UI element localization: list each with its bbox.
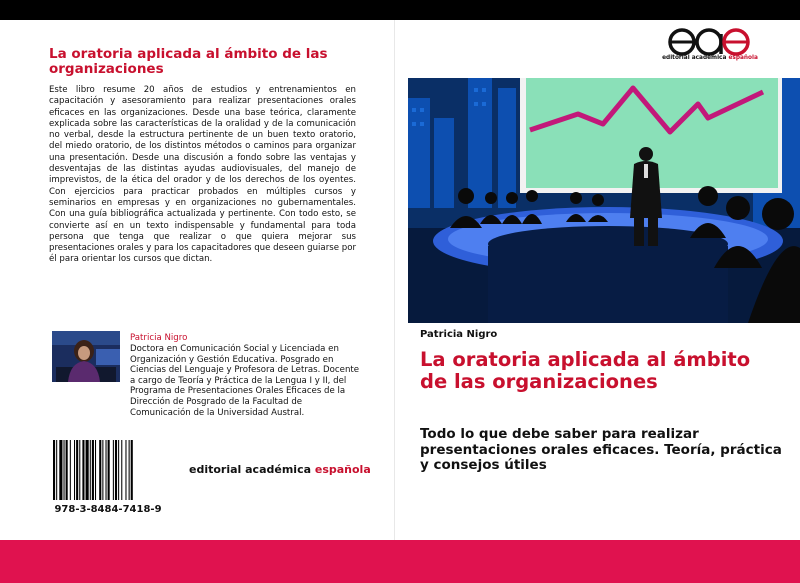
- logo-text-accent: española: [728, 55, 758, 61]
- back-publisher-main: editorial académica: [189, 463, 315, 476]
- back-cover-description: Este libro resume 20 años de estudios y entrenamientos en capacitación y asesoramiento para realizar presentaciones orales eficaces en las organizaciones. Desde una base teórica, claramente explicada sobre las características de la oralidad y de la comunicación no verbal, desde la estructura pertinente de un buen texto oratorio, del miedo oratorio, de los distintos métodos o caminos para organizar una presentación. Desde una discusión a fondo sobre las ventajas y desventajas de las distintas ayudas audiovisuales, del manejo de imprevistos, de la ética del orador y de los derechos de los oyentes. Con ejercicios para practicar probados en múltiples cursos y seminarios en empresas y en organizaciones no gubernamentales. Con una guía bibliográfica actualizada y pertinente. Con todo esto, se convierte así en un texto indispensable y fundamental para toda persona que tenga que realizar o que quiera mejorar sus presentaciones orales y para los capacitadores que deseen guiarse por él para orientar los cursos que dictan.: [49, 85, 356, 265]
- spine-divider: [394, 20, 395, 540]
- back-cover-title: La oratoria aplicada al ámbito de las organizaciones: [49, 46, 328, 77]
- author-bio: Doctora en Comunicación Social y Licenciada en Organización y Gestión Educativa. Posgrado en Ciencias del Lenguaje y Profesora de Letras. Docente a cargo de Teoría y Práctica de la Lengua I y II, del Programa de Presentaciones Orales Eficaces de la Dirección de Posgrado de la Facultad de Comunicación de la Universidad Austral.: [130, 344, 360, 418]
- top-bar: [0, 0, 800, 20]
- cover-illustration: [408, 78, 800, 323]
- front-author-name: Patricia Nigro: [420, 329, 498, 340]
- barcode: [51, 440, 165, 500]
- logo-text-main: editorial académica: [662, 55, 729, 61]
- author-photo: [52, 331, 120, 382]
- logo-text: [655, 55, 765, 61]
- bottom-bar: [0, 540, 800, 583]
- isbn-number: 978-3-8484-7418-9: [54, 504, 162, 515]
- back-author-name: Patricia Nigro: [130, 333, 188, 343]
- front-subtitle: Todo lo que debe saber para realizar presentaciones orales eficaces. Teoría, práctica y consejos útiles: [420, 426, 782, 473]
- back-publisher-name: [189, 463, 371, 476]
- front-title: La oratoria aplicada al ámbito de las organizaciones: [420, 348, 751, 393]
- back-publisher-accent: española: [314, 463, 371, 476]
